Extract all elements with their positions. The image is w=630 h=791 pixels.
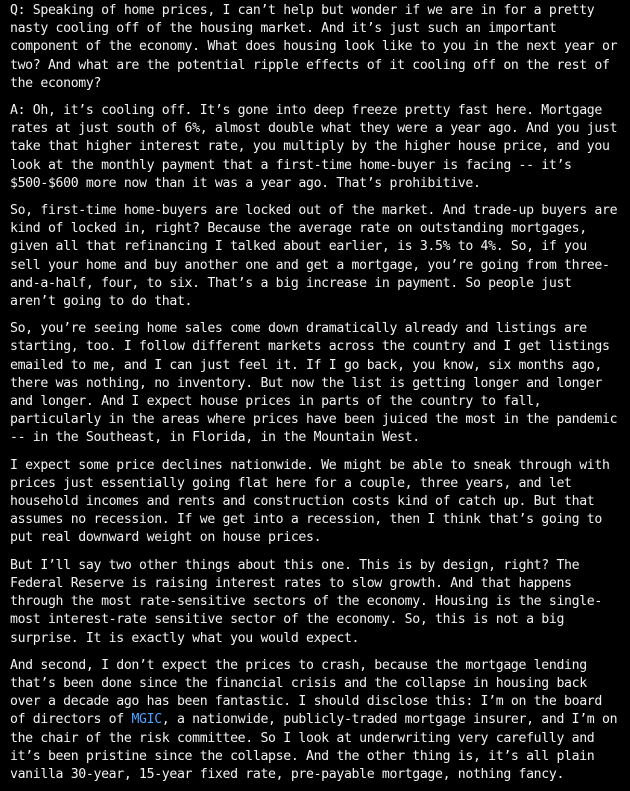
answer-paragraph-6 [10, 657, 622, 784]
answer-paragraph-2: So, first-time home-buyers are locked out of the market. And trade-up buyers are kind of locked in, right? Because the average rate on outstanding mortgages, given all that refinancing I talked about earlier, is 3.5% to 4%. So, if you sell your home and buy another one and get a mortgage, you’re going from three-and-a-half, four, to six. That’s a big increase in payment. So people just aren’t going to do that. [10, 203, 618, 310]
question-paragraph: Q: Speaking of home prices, I can’t help but wonder if we are in for a pretty nasty cooling off of the housing market. And it’s just such an important component of the economy. What does housing look like to you in the next year or two? And what are the potential ripple effects of it cooling off on the rest of the economy? [10, 3, 618, 91]
mgic-link[interactable]: MGIC [131, 712, 162, 728]
answer-paragraph-4: I expect some price declines nationwide. We might be able to sneak through with prices just essentially going flat here for a couple, three years, and let household incomes and rents and construction costs kind of catch up. But that assumes no recession. If we get into a recession, then I think that’s going to put real downward weight on house prices. [10, 457, 610, 546]
answer-paragraph-1: A: Oh, it’s cooling off. It’s gone into deep freeze pretty fast here. Mortgage rates at just south of 6%, almost double what they were a year ago. And you just take that higher interest rate, you multiply by the higher house price, and you look at the monthly payment that a first-time home-buyer is facing -- it’s $500-$600 more now than it was a year ago. That’s prohibitive. [10, 103, 618, 191]
paragraph-text-after-link: , a nationwide, publicly-traded mortgage insurer, and I’m on the chair of the risk committee. So I look at underwriting very carefully and it’s been pristine since the collapse. And the other thing is, it’s all plain vanilla 30-year, 15-year fixed rate, pre-payable mortgage, nothing fancy. [10, 712, 618, 782]
answer-paragraph-5: But I’ll say two other things about this one. This is by design, right? The Federal Reserve is raising interest rates to slow growth. And that happens through the most rate-sensitive sectors of the economy. Housing is the single-most interest-rate sensitive sector of the economy. So, this is not a big surprise. It is exactly what you would expect. [10, 557, 602, 646]
paragraph-text-before-link: And second, I don’t expect the prices to crash, because the mortgage lending that’s been done since the financial crisis and the collapse in housing back over a decade ago has been fantastic. I should disclose this: I’m on the board of directors of [10, 657, 602, 728]
answer-paragraph-3: So, you’re seeing home sales come down dramatically already and listings are starting, too. I follow different markets across the country and I get listings emailed to me, and I can just feel it. If I go back, you know, six months ago, there was nothing, no inventory. But now the list is getting longer and longer and longer. And I expect house prices in parts of the country to fall, particularly in the areas where prices have been juiced the most in the pandemic -- in the Southeast, in Florida, in the Mountain West. [10, 321, 618, 446]
